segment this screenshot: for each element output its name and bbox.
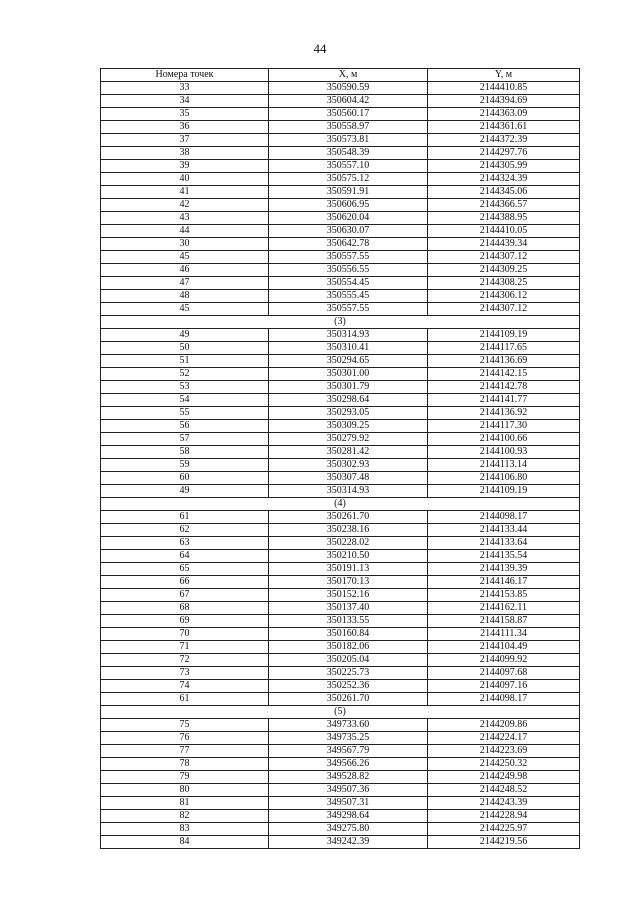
point-number-cell: 36 xyxy=(101,121,269,134)
point-number-cell: 65 xyxy=(101,563,269,576)
table-row xyxy=(101,303,580,316)
point-number-cell: 75 xyxy=(101,719,269,732)
table-row xyxy=(101,667,580,680)
x-coordinate-cell: 349567.79 xyxy=(269,745,428,758)
y-coordinate-cell: 2144394.69 xyxy=(428,95,580,108)
table-row xyxy=(101,121,580,134)
point-number-cell: 58 xyxy=(101,446,269,459)
point-number-cell: 70 xyxy=(101,628,269,641)
x-coordinate-cell: 350590.59 xyxy=(269,82,428,95)
y-coordinate-cell: 2144146.17 xyxy=(428,576,580,589)
point-number-cell: 37 xyxy=(101,134,269,147)
point-number-cell: 67 xyxy=(101,589,269,602)
y-coordinate-cell: 2144106.80 xyxy=(428,472,580,485)
x-coordinate-cell: 350309.25 xyxy=(269,420,428,433)
table-row xyxy=(101,459,580,472)
y-coordinate-cell: 2144099.92 xyxy=(428,654,580,667)
y-coordinate-cell: 2144136.69 xyxy=(428,355,580,368)
x-coordinate-cell: 350307.48 xyxy=(269,472,428,485)
x-coordinate-cell: 349733.60 xyxy=(269,719,428,732)
y-coordinate-cell: 2144309.25 xyxy=(428,264,580,277)
table-row xyxy=(101,277,580,290)
point-number-cell: 61 xyxy=(101,511,269,524)
point-number-cell: 33 xyxy=(101,82,269,95)
y-coordinate-cell: 2144324.39 xyxy=(428,173,580,186)
x-coordinate-cell: 349275.80 xyxy=(269,823,428,836)
point-number-cell: 43 xyxy=(101,212,269,225)
point-number-cell: 54 xyxy=(101,394,269,407)
x-coordinate-cell: 350228.02 xyxy=(269,537,428,550)
x-coordinate-cell: 350557.55 xyxy=(269,303,428,316)
y-coordinate-cell: 2144142.15 xyxy=(428,368,580,381)
header-y: Y, м xyxy=(428,69,580,82)
y-coordinate-cell: 2144100.66 xyxy=(428,433,580,446)
y-coordinate-cell: 2144158.87 xyxy=(428,615,580,628)
table-row xyxy=(101,654,580,667)
x-coordinate-cell: 350620.04 xyxy=(269,212,428,225)
x-coordinate-cell: 350298.64 xyxy=(269,394,428,407)
y-coordinate-cell: 2144117.30 xyxy=(428,420,580,433)
table-row xyxy=(101,381,580,394)
point-number-cell: 76 xyxy=(101,732,269,745)
x-coordinate-cell: 349242.39 xyxy=(269,836,428,849)
x-coordinate-cell: 350314.93 xyxy=(269,485,428,498)
x-coordinate-cell: 350152.16 xyxy=(269,589,428,602)
point-number-cell: 63 xyxy=(101,537,269,550)
table-row xyxy=(101,797,580,810)
table-row xyxy=(101,342,580,355)
table-row xyxy=(101,290,580,303)
point-number-cell: 77 xyxy=(101,745,269,758)
table-body xyxy=(101,82,580,849)
point-number-cell: 52 xyxy=(101,368,269,381)
y-coordinate-cell: 2144363.09 xyxy=(428,108,580,121)
point-number-cell: 60 xyxy=(101,472,269,485)
table-row xyxy=(101,82,580,95)
x-coordinate-cell: 350191.13 xyxy=(269,563,428,576)
x-coordinate-cell: 350556.55 xyxy=(269,264,428,277)
point-number-cell: 45 xyxy=(101,303,269,316)
point-number-cell: 38 xyxy=(101,147,269,160)
table-row xyxy=(101,589,580,602)
table-row xyxy=(101,537,580,550)
y-coordinate-cell: 2144308.25 xyxy=(428,277,580,290)
y-coordinate-cell: 2144225.97 xyxy=(428,823,580,836)
y-coordinate-cell: 2144133.64 xyxy=(428,537,580,550)
point-number-cell: 79 xyxy=(101,771,269,784)
x-coordinate-cell: 350642.78 xyxy=(269,238,428,251)
coordinates-table xyxy=(100,68,580,849)
y-coordinate-cell: 2144109.19 xyxy=(428,329,580,342)
x-coordinate-cell: 350604.42 xyxy=(269,95,428,108)
table-row xyxy=(101,134,580,147)
x-coordinate-cell: 350573.81 xyxy=(269,134,428,147)
point-number-cell: 48 xyxy=(101,290,269,303)
x-coordinate-cell: 350160.84 xyxy=(269,628,428,641)
point-number-cell: 78 xyxy=(101,758,269,771)
point-number-cell: 50 xyxy=(101,342,269,355)
x-coordinate-cell: 350294.65 xyxy=(269,355,428,368)
point-number-cell: 30 xyxy=(101,238,269,251)
table-row xyxy=(101,407,580,420)
x-coordinate-cell: 350301.00 xyxy=(269,368,428,381)
y-coordinate-cell: 2144097.68 xyxy=(428,667,580,680)
x-coordinate-cell: 350293.05 xyxy=(269,407,428,420)
point-number-cell: 84 xyxy=(101,836,269,849)
header-point-numbers: Номера точек xyxy=(101,69,269,82)
x-coordinate-cell: 350170.13 xyxy=(269,576,428,589)
table-row xyxy=(101,511,580,524)
table-row xyxy=(101,108,580,121)
point-number-cell: 35 xyxy=(101,108,269,121)
x-coordinate-cell: 350261.70 xyxy=(269,693,428,706)
point-number-cell: 49 xyxy=(101,329,269,342)
point-number-cell: 46 xyxy=(101,264,269,277)
x-coordinate-cell: 350555.45 xyxy=(269,290,428,303)
point-number-cell: 64 xyxy=(101,550,269,563)
y-coordinate-cell: 2144248.52 xyxy=(428,784,580,797)
point-number-cell: 41 xyxy=(101,186,269,199)
point-number-cell: 34 xyxy=(101,95,269,108)
point-number-cell: 53 xyxy=(101,381,269,394)
y-coordinate-cell: 2144361.61 xyxy=(428,121,580,134)
table-row xyxy=(101,628,580,641)
y-coordinate-cell: 2144410.85 xyxy=(428,82,580,95)
x-coordinate-cell: 350558.97 xyxy=(269,121,428,134)
y-coordinate-cell: 2144141.77 xyxy=(428,394,580,407)
point-number-cell: 42 xyxy=(101,199,269,212)
y-coordinate-cell: 2144345.06 xyxy=(428,186,580,199)
point-number-cell: 69 xyxy=(101,615,269,628)
y-coordinate-cell: 2144117.65 xyxy=(428,342,580,355)
x-coordinate-cell: 350630.07 xyxy=(269,225,428,238)
table-row xyxy=(101,576,580,589)
point-number-cell: 82 xyxy=(101,810,269,823)
table-row xyxy=(101,186,580,199)
x-coordinate-cell: 349507.36 xyxy=(269,784,428,797)
x-coordinate-cell: 350225.73 xyxy=(269,667,428,680)
x-coordinate-cell: 350314.93 xyxy=(269,329,428,342)
x-coordinate-cell: 350548.39 xyxy=(269,147,428,160)
y-coordinate-cell: 2144113.14 xyxy=(428,459,580,472)
y-coordinate-cell: 2144223.69 xyxy=(428,745,580,758)
y-coordinate-cell: 2144133.44 xyxy=(428,524,580,537)
table-row xyxy=(101,95,580,108)
x-coordinate-cell: 350557.10 xyxy=(269,160,428,173)
x-coordinate-cell: 350591.91 xyxy=(269,186,428,199)
point-number-cell: 66 xyxy=(101,576,269,589)
table-row xyxy=(101,836,580,849)
table-header-row xyxy=(101,69,580,82)
x-coordinate-cell: 349528.82 xyxy=(269,771,428,784)
table-row xyxy=(101,758,580,771)
point-number-cell: 39 xyxy=(101,160,269,173)
point-number-cell: 81 xyxy=(101,797,269,810)
y-coordinate-cell: 2144109.19 xyxy=(428,485,580,498)
y-coordinate-cell: 2144153.85 xyxy=(428,589,580,602)
y-coordinate-cell: 2144439.34 xyxy=(428,238,580,251)
table-row xyxy=(101,251,580,264)
table-row xyxy=(101,199,580,212)
point-number-cell: 83 xyxy=(101,823,269,836)
x-coordinate-cell: 350210.50 xyxy=(269,550,428,563)
point-number-cell: 61 xyxy=(101,693,269,706)
table-row xyxy=(101,602,580,615)
table-row xyxy=(101,485,580,498)
y-coordinate-cell: 2144224.17 xyxy=(428,732,580,745)
table-row xyxy=(101,446,580,459)
y-coordinate-cell: 2144135.54 xyxy=(428,550,580,563)
table-row xyxy=(101,732,580,745)
table-row xyxy=(101,225,580,238)
point-number-cell: 55 xyxy=(101,407,269,420)
x-coordinate-cell: 349566.26 xyxy=(269,758,428,771)
header-x: X, м xyxy=(269,69,428,82)
x-coordinate-cell: 350133.55 xyxy=(269,615,428,628)
y-coordinate-cell: 2144306.12 xyxy=(428,290,580,303)
point-number-cell: 57 xyxy=(101,433,269,446)
x-coordinate-cell: 350560.17 xyxy=(269,108,428,121)
y-coordinate-cell: 2144136.92 xyxy=(428,407,580,420)
y-coordinate-cell: 2144243.39 xyxy=(428,797,580,810)
x-coordinate-cell: 350182.06 xyxy=(269,641,428,654)
x-coordinate-cell: 350301.79 xyxy=(269,381,428,394)
point-number-cell: 62 xyxy=(101,524,269,537)
table-row xyxy=(101,264,580,277)
table-row xyxy=(101,706,580,719)
point-number-cell: 45 xyxy=(101,251,269,264)
section-label: (4) xyxy=(101,498,580,511)
y-coordinate-cell: 2144388.95 xyxy=(428,212,580,225)
section-label: (3) xyxy=(101,316,580,329)
point-number-cell: 74 xyxy=(101,680,269,693)
y-coordinate-cell: 2144139.39 xyxy=(428,563,580,576)
table-row xyxy=(101,745,580,758)
y-coordinate-cell: 2144250.32 xyxy=(428,758,580,771)
y-coordinate-cell: 2144305.99 xyxy=(428,160,580,173)
point-number-cell: 71 xyxy=(101,641,269,654)
point-number-cell: 51 xyxy=(101,355,269,368)
table-row xyxy=(101,472,580,485)
y-coordinate-cell: 2144410.05 xyxy=(428,225,580,238)
table-row xyxy=(101,355,580,368)
table-row xyxy=(101,238,580,251)
y-coordinate-cell: 2144297.76 xyxy=(428,147,580,160)
table-row xyxy=(101,147,580,160)
y-coordinate-cell: 2144209.86 xyxy=(428,719,580,732)
point-number-cell: 47 xyxy=(101,277,269,290)
table-row xyxy=(101,368,580,381)
x-coordinate-cell: 350302.93 xyxy=(269,459,428,472)
point-number-cell: 68 xyxy=(101,602,269,615)
table-row xyxy=(101,329,580,342)
y-coordinate-cell: 2144307.12 xyxy=(428,251,580,264)
y-coordinate-cell: 2144219.56 xyxy=(428,836,580,849)
point-number-cell: 49 xyxy=(101,485,269,498)
y-coordinate-cell: 2144098.17 xyxy=(428,693,580,706)
table-row xyxy=(101,420,580,433)
table-row xyxy=(101,615,580,628)
table-row xyxy=(101,693,580,706)
table-row xyxy=(101,550,580,563)
table-row xyxy=(101,680,580,693)
x-coordinate-cell: 350281.42 xyxy=(269,446,428,459)
point-number-cell: 59 xyxy=(101,459,269,472)
x-coordinate-cell: 350606.95 xyxy=(269,199,428,212)
y-coordinate-cell: 2144098.17 xyxy=(428,511,580,524)
x-coordinate-cell: 350279.92 xyxy=(269,433,428,446)
x-coordinate-cell: 350310.41 xyxy=(269,342,428,355)
table-row xyxy=(101,433,580,446)
x-coordinate-cell: 349507.31 xyxy=(269,797,428,810)
table-row xyxy=(101,498,580,511)
point-number-cell: 72 xyxy=(101,654,269,667)
y-coordinate-cell: 2144097.16 xyxy=(428,680,580,693)
y-coordinate-cell: 2144366.57 xyxy=(428,199,580,212)
x-coordinate-cell: 349298.64 xyxy=(269,810,428,823)
point-number-cell: 73 xyxy=(101,667,269,680)
table-row xyxy=(101,771,580,784)
table-row xyxy=(101,641,580,654)
y-coordinate-cell: 2144249.98 xyxy=(428,771,580,784)
y-coordinate-cell: 2144228.94 xyxy=(428,810,580,823)
y-coordinate-cell: 2144307.12 xyxy=(428,303,580,316)
y-coordinate-cell: 2144111.34 xyxy=(428,628,580,641)
table-row xyxy=(101,212,580,225)
point-number-cell: 56 xyxy=(101,420,269,433)
y-coordinate-cell: 2144162.11 xyxy=(428,602,580,615)
x-coordinate-cell: 350554.45 xyxy=(269,277,428,290)
table-row xyxy=(101,524,580,537)
y-coordinate-cell: 2144142.78 xyxy=(428,381,580,394)
y-coordinate-cell: 2144372.39 xyxy=(428,134,580,147)
x-coordinate-cell: 350205.04 xyxy=(269,654,428,667)
section-label: (5) xyxy=(101,706,580,719)
table-row xyxy=(101,719,580,732)
x-coordinate-cell: 350238.16 xyxy=(269,524,428,537)
table-row xyxy=(101,823,580,836)
page-number: 44 xyxy=(313,41,327,56)
x-coordinate-cell: 349735.25 xyxy=(269,732,428,745)
table-row xyxy=(101,563,580,576)
x-coordinate-cell: 350557.55 xyxy=(269,251,428,264)
table-row xyxy=(101,316,580,329)
table-row xyxy=(101,394,580,407)
x-coordinate-cell: 350575.12 xyxy=(269,173,428,186)
table-row xyxy=(101,784,580,797)
y-coordinate-cell: 2144100.93 xyxy=(428,446,580,459)
y-coordinate-cell: 2144104.49 xyxy=(428,641,580,654)
x-coordinate-cell: 350137.40 xyxy=(269,602,428,615)
x-coordinate-cell: 350261.70 xyxy=(269,511,428,524)
x-coordinate-cell: 350252.36 xyxy=(269,680,428,693)
table-row xyxy=(101,173,580,186)
table-row xyxy=(101,160,580,173)
point-number-cell: 80 xyxy=(101,784,269,797)
table-row xyxy=(101,810,580,823)
point-number-cell: 44 xyxy=(101,225,269,238)
point-number-cell: 40 xyxy=(101,173,269,186)
